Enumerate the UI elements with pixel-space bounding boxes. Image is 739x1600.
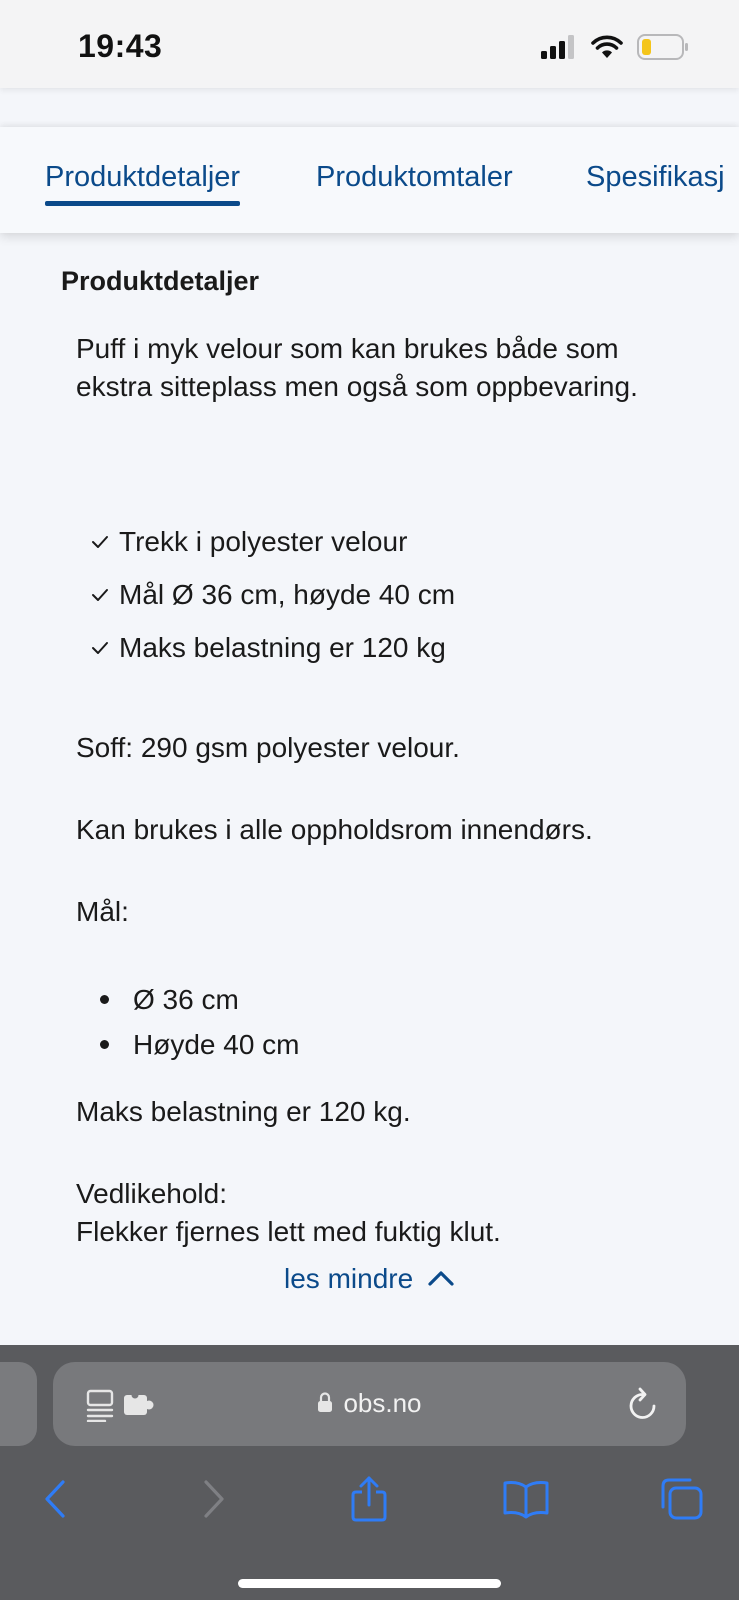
reload-icon[interactable] [626,1386,660,1427]
lock-icon [317,1391,333,1413]
forward-button[interactable] [184,1469,244,1529]
dimensions-label: Mål: [76,896,129,927]
list-item-text: Ø 36 cm [133,983,239,1015]
url-display[interactable] [53,1388,686,1419]
tabs-button[interactable] [652,1469,712,1529]
maintenance-label: Vedlikehold: [76,1178,228,1209]
battery-low-icon [637,34,689,65]
cellular-signal-icon [541,35,577,64]
checkmark-icon [90,532,110,552]
back-button[interactable] [25,1469,85,1529]
dimensions-list [100,977,300,1067]
checklist-item-text: Mål Ø 36 cm, høyde 40 cm [119,578,456,610]
list-item-text: Høyde 40 cm [133,1028,300,1060]
status-bar [0,0,739,88]
share-button[interactable] [339,1469,399,1529]
status-time: 19:43 [78,28,163,64]
usage-text: Kan brukes i alle oppholdsrom innendørs. [76,814,593,845]
product-intro: Puff i myk velour som kan brukes både som ekstra sitteplass men også som oppbevaring. [76,333,638,402]
tab-produktomtaler[interactable]: Produktomtaler [316,161,513,193]
checklist-item [90,621,455,674]
url-text: obs.no [343,1388,422,1418]
product-details-section [0,233,739,1345]
checklist-item-text: Maks belastning er 120 kg [119,631,446,663]
browser-toolbar [0,1345,739,1600]
bookmarks-icon [502,1479,550,1519]
home-indicator[interactable] [238,1579,501,1588]
maintenance-text: Flekker fjernes lett med fuktig klut. [76,1216,501,1247]
show-less-link[interactable] [0,1263,739,1295]
checkmark-icon [90,638,110,658]
bookmarks-button[interactable] [496,1469,556,1529]
back-icon [43,1479,67,1519]
status-icons [541,34,689,65]
chevron-up-icon [427,1269,455,1287]
share-icon [349,1475,389,1523]
list-item [100,977,300,1022]
wifi-icon [591,35,623,64]
checkmark-icon [90,585,110,605]
tab-spesifikasjoner[interactable]: Spesifikasj [586,161,725,193]
checklist-item [90,568,455,621]
bullet-icon [100,995,109,1004]
bullet-icon [100,1040,109,1049]
tabs-icon [659,1477,705,1521]
section-heading: Produktdetaljer [61,266,260,296]
tab-produktdetaljer[interactable]: Produktdetaljer [45,161,241,193]
product-tabs [0,127,739,233]
fabric-text: Soff: 290 gsm polyester velour. [76,732,460,763]
show-less-label: les mindre [284,1263,414,1294]
feature-checklist [90,515,455,674]
previous-tab-preview[interactable] [0,1362,37,1446]
max-load-text: Maks belastning er 120 kg. [76,1096,411,1127]
forward-icon [202,1479,226,1519]
browser-nav-buttons [0,1469,739,1529]
checklist-item [90,515,455,568]
list-item [100,1022,300,1067]
address-bar[interactable] [53,1362,686,1446]
checklist-item-text: Trekk i polyester velour [119,525,408,557]
